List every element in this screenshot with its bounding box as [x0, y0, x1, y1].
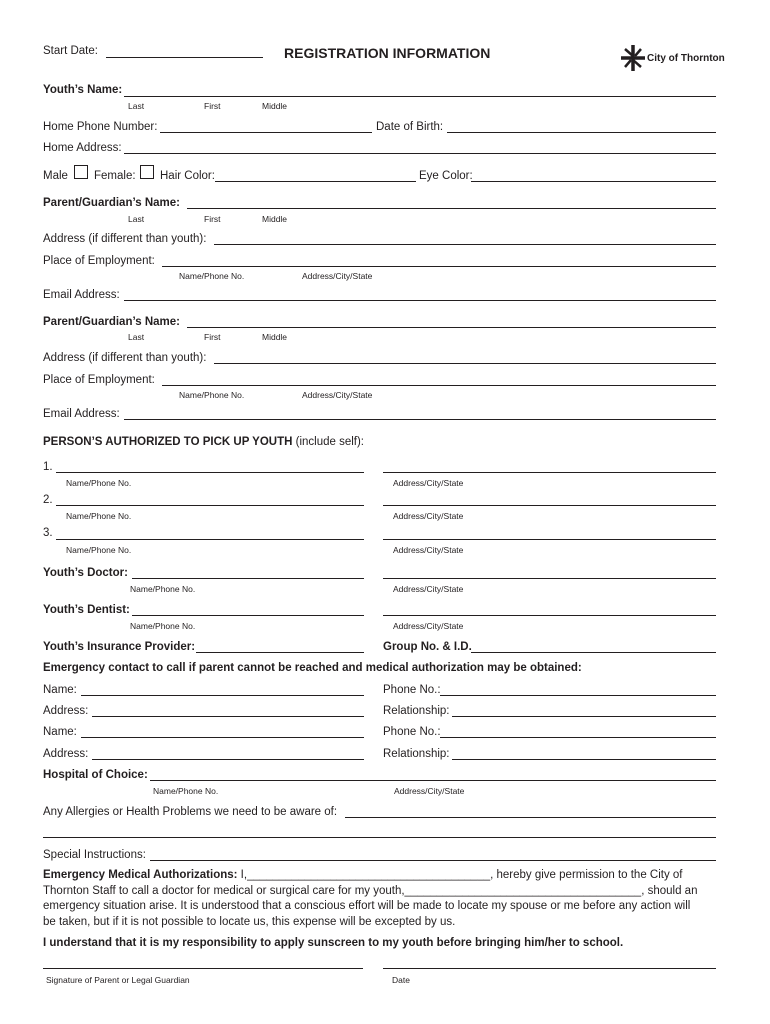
group-label: Group No. & I.D.: [383, 641, 472, 653]
guardian2-address-line: [214, 363, 716, 364]
youth-sub-first: First: [204, 101, 221, 111]
emergency2-relationship-line: [452, 759, 716, 760]
guardian2-sub-last: Last: [128, 332, 145, 342]
pickup3-name-line: [56, 539, 364, 540]
pickup1-name-line: [56, 472, 364, 473]
authorization-line-4: be taken, but if it is not possible to locate us, this expense will be excepted by us.: [43, 915, 456, 928]
guardian1-sub-middle: Middle: [262, 214, 288, 224]
guardian1-email-line: [124, 300, 716, 301]
pickup-heading-bold: PERSON’S AUTHORIZED TO PICK UP YOUTH: [43, 436, 293, 448]
youth-name-field[interactable]: [124, 83, 714, 96]
pickup1-sub-namephone: Name/Phone No.: [66, 478, 132, 488]
guardian2-sub-first: First: [204, 332, 221, 342]
authorization-line-3: emergency situation arise. It is understood that a conscious effort will be made to locate my spouse or me before any action will: [43, 900, 691, 912]
emergency2-relationship-label: Relationship:: [383, 748, 450, 760]
hospital-sub-address: Address/City/State: [394, 786, 465, 796]
emergency1-relationship-label: Relationship:: [383, 705, 450, 717]
guardian2-sub-middle: Middle: [262, 332, 288, 342]
guardian1-address-label: Address (if different than youth):: [43, 233, 207, 245]
guardian2-email-label: Email Address:: [43, 408, 120, 420]
doctor-label: Youth’s Doctor:: [43, 567, 128, 579]
guardian1-name-label: Parent/Guardian’s Name:: [43, 197, 180, 209]
pickup1-name-field[interactable]: [56, 459, 362, 472]
guardian2-address-label: Address (if different than youth):: [43, 352, 207, 364]
youth-sub-last: Last: [128, 101, 145, 111]
signature-date-field[interactable]: [383, 955, 714, 968]
emergency1-relationship-line: [452, 716, 716, 717]
city-logo: [620, 44, 646, 77]
signature-label: Signature of Parent or Legal Guardian: [46, 975, 190, 985]
guardian2-sub-namephone: Name/Phone No.: [179, 390, 245, 400]
hospital-line: [150, 780, 716, 781]
hair-color-label: Hair Color:: [160, 170, 215, 182]
city-logo-text: City of Thornton: [647, 53, 725, 64]
pickup2-name-field[interactable]: [56, 492, 362, 505]
pickup-heading-rest: (include self):: [292, 436, 365, 448]
start-date-field[interactable]: [106, 44, 262, 57]
pickup1-address-field[interactable]: [383, 459, 714, 472]
group-line: [471, 652, 716, 653]
signature-line: [43, 968, 363, 969]
female-label: Female:: [94, 170, 136, 182]
emergency-heading: Emergency contact to call if parent cannot be reached and medical authorization may be obtained:: [43, 662, 582, 674]
pickup1-address-line: [383, 472, 716, 473]
dob-label: Date of Birth:: [376, 121, 444, 133]
female-checkbox[interactable]: [140, 165, 154, 179]
guardian1-sub-namephone: Name/Phone No.: [179, 271, 245, 281]
youth-sub-middle: Middle: [262, 101, 288, 111]
home-address-line: [124, 153, 716, 154]
guardian2-employment-line: [162, 385, 716, 386]
emergency2-name-label: Name:: [43, 726, 77, 738]
hospital-label: Hospital of Choice:: [43, 769, 148, 781]
guardian1-sub-address: Address/City/State: [302, 271, 373, 281]
authorization-heading: Emergency Medical Authorizations:: [43, 869, 238, 881]
emergency2-address-line: [92, 759, 364, 760]
guardian2-name-line: [187, 327, 716, 328]
emergency1-address-line: [92, 716, 364, 717]
guardian1-employment-line: [162, 266, 716, 267]
pickup3-name-field[interactable]: [56, 525, 362, 538]
male-label: Male: [43, 170, 68, 182]
doctor-name-line: [132, 578, 364, 579]
authorization-paragraph: [43, 868, 723, 930]
special-instructions-line: [150, 860, 716, 861]
pickup1-sub-address: Address/City/State: [393, 478, 464, 488]
eye-color-label: Eye Color:: [419, 170, 473, 182]
guardian2-email-line: [124, 419, 716, 420]
youth-name-line: [124, 96, 716, 97]
emergency1-name-label: Name:: [43, 684, 77, 696]
male-checkbox[interactable]: [74, 165, 88, 179]
dentist-name-line: [132, 615, 364, 616]
pickup-number-1: 1.: [43, 461, 53, 473]
signature-date-label: Date: [392, 975, 410, 985]
guardian1-sub-first: First: [204, 214, 221, 224]
eye-color-line: [471, 181, 716, 182]
sunscreen-statement: I understand that it is my responsibility to apply sunscreen to my youth before bringing him/her to school.: [43, 937, 624, 949]
emergency1-phone-label: Phone No.:: [383, 684, 441, 696]
insurance-line: [196, 652, 364, 653]
doctor-sub-address: Address/City/State: [393, 584, 464, 594]
doctor-address-line: [383, 578, 716, 579]
dentist-sub-address: Address/City/State: [393, 621, 464, 631]
home-phone-line: [160, 132, 372, 133]
guardian1-name-line: [187, 208, 716, 209]
guardian1-sub-last: Last: [128, 214, 145, 224]
emergency2-phone-label: Phone No.:: [383, 726, 441, 738]
pickup-number-2: 2.: [43, 494, 53, 506]
home-address-label: Home Address:: [43, 142, 122, 154]
home-phone-label: Home Phone Number:: [43, 121, 158, 133]
emergency1-phone-line: [440, 695, 716, 696]
dentist-sub-namephone: Name/Phone No.: [130, 621, 196, 631]
dentist-label: Youth’s Dentist:: [43, 604, 130, 616]
pickup2-address-field[interactable]: [383, 492, 714, 505]
emergency1-name-line: [81, 695, 364, 696]
allergies-label: Any Allergies or Health Problems we need to be aware of:: [43, 806, 338, 818]
guardian1-employment-label: Place of Employment:: [43, 255, 155, 267]
doctor-sub-namephone: Name/Phone No.: [130, 584, 196, 594]
special-instructions-label: Special Instructions:: [43, 849, 146, 861]
dob-line: [447, 132, 716, 133]
emergency2-address-label: Address:: [43, 748, 89, 760]
emergency2-name-line: [81, 737, 364, 738]
youth-name-label: Youth’s Name:: [43, 84, 123, 96]
page-title: REGISTRATION INFORMATION: [284, 45, 491, 61]
guardian2-employment-label: Place of Employment:: [43, 374, 155, 386]
pickup-heading: [43, 436, 364, 448]
allergies-field-2[interactable]: [43, 824, 714, 837]
start-date-label: Start Date:: [43, 45, 98, 57]
guardian1-address-line: [214, 244, 716, 245]
pickup2-name-line: [56, 505, 364, 506]
guardian2-name-label: Parent/Guardian’s Name:: [43, 316, 180, 328]
pickup2-sub-namephone: Name/Phone No.: [66, 511, 132, 521]
guardian2-sub-address: Address/City/State: [302, 390, 373, 400]
city-logo-icon: [620, 44, 646, 72]
hospital-sub-namephone: Name/Phone No.: [153, 786, 219, 796]
pickup-number-3: 3.: [43, 527, 53, 539]
emergency2-phone-line: [440, 737, 716, 738]
authorization-line-1: [43, 868, 723, 884]
insurance-label: Youth’s Insurance Provider:: [43, 641, 196, 653]
dentist-address-line: [383, 615, 716, 616]
signature-date-line: [383, 968, 716, 969]
start-date-line: [106, 57, 263, 58]
signature-field[interactable]: [43, 955, 361, 968]
hair-color-line: [215, 181, 416, 182]
authorization-line-2: Thornton Staff to call a doctor for medical or surgical care for my youth,_____________________________________, should an: [43, 884, 698, 897]
pickup3-address-field[interactable]: [383, 525, 714, 538]
pickup2-address-line: [383, 505, 716, 506]
allergies-line: [345, 817, 716, 818]
pickup3-address-line: [383, 539, 716, 540]
authorization-line1-text: I,______________________________________, hereby give permission to the City of: [237, 869, 683, 881]
emergency1-address-label: Address:: [43, 705, 89, 717]
guardian1-email-label: Email Address:: [43, 289, 120, 301]
pickup3-sub-namephone: Name/Phone No.: [66, 545, 132, 555]
pickup3-sub-address: Address/City/State: [393, 545, 464, 555]
pickup2-sub-address: Address/City/State: [393, 511, 464, 521]
allergies-line-2: [43, 837, 716, 838]
